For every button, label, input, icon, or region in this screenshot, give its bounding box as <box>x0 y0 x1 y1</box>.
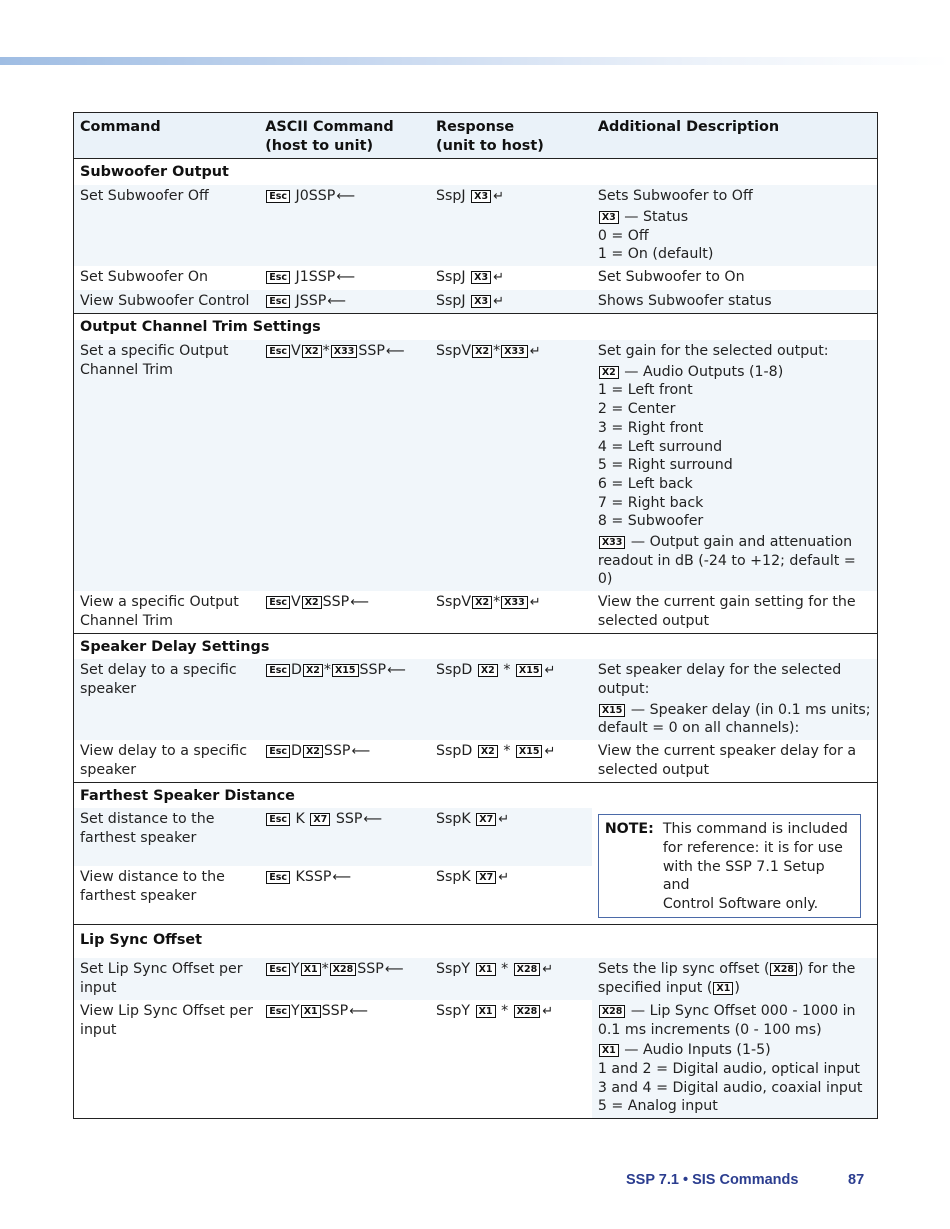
x2-variable-icon: X2 <box>303 745 323 758</box>
header-response: Response (unit to host) <box>430 113 592 159</box>
table-row <box>74 340 878 591</box>
description-cell: Sets Subwoofer to Off X3 — Status 0 = Off 1 = On (default) <box>592 185 878 266</box>
page-footer <box>626 1172 865 1188</box>
command-cell: View Lip Sync Offset per input <box>74 1000 260 1119</box>
section-lip-sync-offset <box>74 924 878 958</box>
section-output-channel-trim <box>74 314 878 340</box>
section-title: Subwoofer Output <box>74 159 878 185</box>
esc-key-icon: Esc <box>266 871 290 884</box>
x3-variable-icon: X3 <box>471 271 491 284</box>
x28-variable-icon: X28 <box>514 1005 541 1018</box>
x3-variable-icon: X3 <box>471 295 491 308</box>
x1-variable-icon: X1 <box>301 963 321 976</box>
return-icon: ↵ <box>542 1003 554 1019</box>
response-cell: SspY X1 * X28 ↵ <box>430 958 592 999</box>
section-title: Output Channel Trim Settings <box>74 314 878 340</box>
x33-variable-icon: X33 <box>501 596 528 609</box>
command-cell: Set a specific Output Channel Trim <box>74 340 260 591</box>
return-icon: ↵ <box>493 269 504 285</box>
arrow-left-icon: ⟵ <box>327 293 346 309</box>
arrow-left-icon: ⟵ <box>332 869 352 885</box>
esc-key-icon: Esc <box>266 295 290 308</box>
esc-key-icon: Esc <box>266 745 290 758</box>
note-text: This command is included for reference: it is for use with the SSP 7.1 Setup and Control Software only. <box>662 821 848 913</box>
header-command: Command <box>74 113 260 159</box>
description-cell: Set speaker delay for the selected output: X15 — Speaker delay (in 0.1 ms units; default = 0 on all channels): <box>592 659 878 740</box>
ascii-cell: Esc J0SSP⟵ <box>259 185 430 266</box>
ascii-cell: Esc Y X1 * X28 SSP⟵ <box>259 958 430 999</box>
return-icon: ↵ <box>493 293 504 309</box>
x33-variable-icon: X33 <box>331 345 358 358</box>
x2-variable-icon: X2 <box>302 345 322 358</box>
command-cell: Set distance to the farthest speaker <box>74 808 260 866</box>
section-farthest-speaker-distance <box>74 782 878 808</box>
response-cell: SspJ X3 ↵ <box>430 185 592 266</box>
response-cell: SspV X2 * X33 ↵ <box>430 591 592 633</box>
ascii-cell: Esc V X2 SSP⟵ <box>259 591 430 633</box>
esc-key-icon: Esc <box>266 963 290 976</box>
x2-variable-icon: X2 <box>478 664 498 677</box>
description-cell: Set gain for the selected output: X2 — Audio Outputs (1-8) 1 = Left front 2 = Center 3 = Right front 4 = Left surround 5 = Right surround 6 = Left back 7 = Right back 8 = Subwoofer X33 — Output gain and attenuation readout in dB (-24 to +12; default = 0) <box>592 340 878 591</box>
esc-key-icon: Esc <box>266 190 290 203</box>
x2-variable-icon: X2 <box>303 664 323 677</box>
description-cell <box>592 808 878 924</box>
x1-variable-icon: X1 <box>476 963 496 976</box>
description-cell: View the current gain setting for the selected output <box>592 591 878 633</box>
footer-title: SSP 7.1 • SIS Commands <box>626 1172 799 1188</box>
esc-key-icon: Esc <box>266 596 290 609</box>
x33-variable-icon: X33 <box>599 536 626 549</box>
x1-variable-icon: X1 <box>599 1044 619 1057</box>
response-cell: SspK X7 ↵ <box>430 808 592 866</box>
esc-key-icon: Esc <box>266 271 290 284</box>
note-box <box>598 814 861 918</box>
table-row <box>74 266 878 290</box>
x28-variable-icon: X28 <box>599 1005 626 1018</box>
command-cell: View a specific Output Channel Trim <box>74 591 260 633</box>
ascii-cell: Esc D X2 SSP⟵ <box>259 740 430 782</box>
table-row <box>74 659 878 740</box>
esc-key-icon: Esc <box>266 345 290 358</box>
table-row <box>74 591 878 633</box>
table-row <box>74 290 878 314</box>
response-cell: SspJ X3 ↵ <box>430 290 592 314</box>
x7-variable-icon: X7 <box>310 813 330 826</box>
command-cell: View Subwoofer Control <box>74 290 260 314</box>
table-row <box>74 1000 878 1119</box>
sis-command-table <box>73 112 878 1119</box>
return-icon: ↵ <box>529 344 541 360</box>
x1-variable-icon: X1 <box>713 982 733 995</box>
x33-variable-icon: X33 <box>501 345 528 358</box>
arrow-left-icon: ⟵ <box>387 663 406 679</box>
section-title: Farthest Speaker Distance <box>74 782 878 808</box>
ascii-cell: Esc KSSP⟵ <box>259 866 430 924</box>
return-icon: ↵ <box>498 869 510 885</box>
description-cell: X28 — Lip Sync Offset 000 - 1000 in 0.1 ms increments (0 - 100 ms) X1 — Audio Inputs (1-5) 1 and 2 = Digital audio, optical input 3 and 4 = Digital audio, coaxial input 5 = Analog input <box>592 1000 878 1119</box>
ascii-cell: Esc V X2 * X33 SSP⟵ <box>259 340 430 591</box>
response-cell: SspD X2 * X15 ↵ <box>430 659 592 740</box>
arrow-left-icon: ⟵ <box>350 595 369 611</box>
x28-variable-icon: X28 <box>330 963 357 976</box>
arrow-left-icon: ⟵ <box>349 1003 368 1019</box>
table-row <box>74 185 878 266</box>
description-cell: Shows Subwoofer status <box>592 290 878 314</box>
section-subwoofer-output <box>74 159 878 185</box>
response-cell: SspK X7 ↵ <box>430 866 592 924</box>
arrow-left-icon: ⟵ <box>336 189 355 205</box>
return-icon: ↵ <box>498 812 510 828</box>
x2-variable-icon: X2 <box>472 345 492 358</box>
table-row <box>74 808 878 866</box>
page-number: 87 <box>848 1172 865 1188</box>
table-row <box>74 958 878 999</box>
arrow-left-icon: ⟵ <box>384 962 404 978</box>
x28-variable-icon: X28 <box>770 963 797 976</box>
return-icon: ↵ <box>493 189 504 205</box>
arrow-left-icon: ⟵ <box>336 269 355 285</box>
x2-variable-icon: X2 <box>599 366 619 379</box>
x15-variable-icon: X15 <box>332 664 359 677</box>
response-cell: SspJ X3 ↵ <box>430 266 592 290</box>
description-cell: Sets the lip sync offset ( X28 ) for the specified input ( X1 ) <box>592 958 878 999</box>
description-cell: Set Subwoofer to On <box>592 266 878 290</box>
x1-variable-icon: X1 <box>476 1005 496 1018</box>
x2-variable-icon: X2 <box>472 596 492 609</box>
arrow-left-icon: ⟵ <box>351 744 371 760</box>
ascii-cell: Esc JSSP⟵ <box>259 290 430 314</box>
x7-variable-icon: X7 <box>476 813 496 826</box>
return-icon: ↵ <box>544 663 556 679</box>
arrow-left-icon: ⟵ <box>385 344 405 360</box>
x15-variable-icon: X15 <box>599 704 626 717</box>
header-ascii: ASCII Command (host to unit) <box>259 113 430 159</box>
command-cell: View distance to the farthest speaker <box>74 866 260 924</box>
return-icon: ↵ <box>544 744 556 760</box>
section-title: Speaker Delay Settings <box>74 633 878 659</box>
header-gradient-bar <box>0 57 950 65</box>
return-icon: ↵ <box>542 962 554 978</box>
return-icon: ↵ <box>529 595 541 611</box>
response-cell: SspY X1 * X28 ↵ <box>430 1000 592 1119</box>
ascii-cell: Esc Y X1 SSP⟵ <box>259 1000 430 1119</box>
response-cell: SspV X2 * X33 ↵ <box>430 340 592 591</box>
description-cell: View the current speaker delay for a selected output <box>592 740 878 782</box>
command-cell: Set Lip Sync Offset per input <box>74 958 260 999</box>
header-description: Additional Description <box>592 113 878 159</box>
table-row <box>74 740 878 782</box>
ascii-cell: Esc J1SSP⟵ <box>259 266 430 290</box>
x1-variable-icon: X1 <box>301 1005 321 1018</box>
x2-variable-icon: X2 <box>302 596 322 609</box>
ascii-cell: Esc K X7 SSP⟵ <box>259 808 430 866</box>
esc-key-icon: Esc <box>266 664 290 677</box>
command-cell: Set Subwoofer On <box>74 266 260 290</box>
note-label: NOTE: <box>604 821 654 838</box>
x15-variable-icon: X15 <box>516 745 543 758</box>
response-cell: SspD X2 * X15 ↵ <box>430 740 592 782</box>
arrow-left-icon: ⟵ <box>363 812 383 828</box>
command-cell: View delay to a specific speaker <box>74 740 260 782</box>
x7-variable-icon: X7 <box>476 871 496 884</box>
x3-variable-icon: X3 <box>471 190 491 203</box>
section-title: Lip Sync Offset <box>74 924 878 958</box>
x2-variable-icon: X2 <box>478 745 498 758</box>
esc-key-icon: Esc <box>266 813 290 826</box>
x15-variable-icon: X15 <box>516 664 543 677</box>
command-cell: Set Subwoofer Off <box>74 185 260 266</box>
esc-key-icon: Esc <box>266 1005 290 1018</box>
command-cell: Set delay to a specific speaker <box>74 659 260 740</box>
table-header-row <box>74 113 878 159</box>
section-speaker-delay <box>74 633 878 659</box>
x3-variable-icon: X3 <box>599 211 619 224</box>
x28-variable-icon: X28 <box>514 963 541 976</box>
ascii-cell: Esc D X2 * X15 SSP⟵ <box>259 659 430 740</box>
